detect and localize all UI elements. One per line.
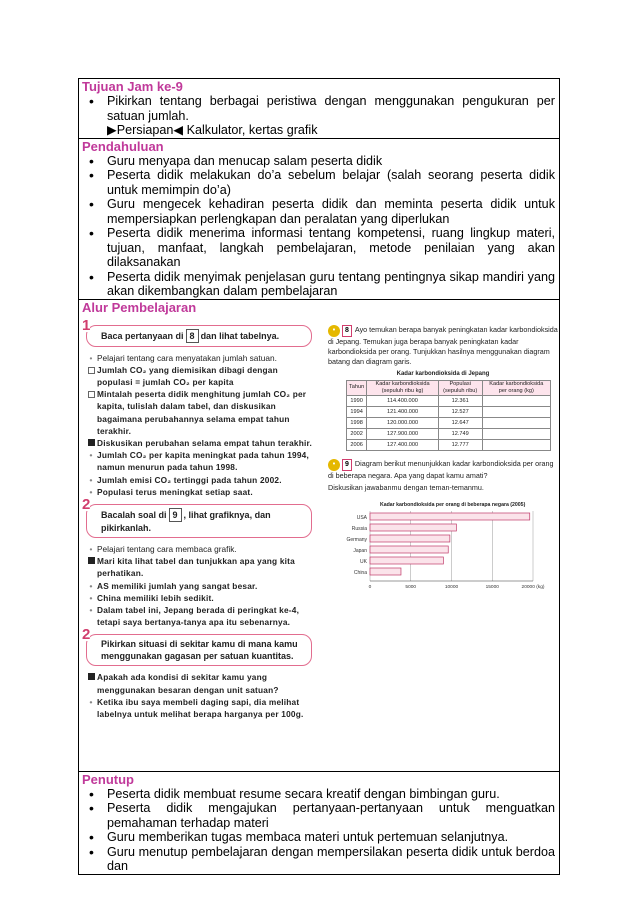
table-row [347, 406, 551, 417]
bullet-icon [87, 580, 95, 592]
table-header: Tahun [347, 380, 367, 395]
note-text: Ketika ibu saya membeli daging sapi, dia melihat labelnya untuk melihat berapa harganya per 100g. [97, 696, 304, 719]
category-label: China [353, 569, 367, 576]
table-cell: 121.400.000 [367, 406, 439, 417]
question-text: Ayo temukan berapa banyak peningkatan kadar karbondioksida di Jepang. Temukan juga berapa banyak peningkatan kadar karbondioksida per orang. Tunjukkan hasilnya menggunakan diagram batang dan diagram garis. [328, 324, 558, 366]
student-book-column [328, 325, 558, 597]
section-heading: Alur Pembelajaran [82, 299, 197, 315]
table-cell: 12.749 [438, 428, 482, 439]
notes-list [86, 352, 312, 498]
step-number: 2 [82, 626, 91, 644]
table-row [347, 428, 551, 439]
question-ref: 8 [186, 329, 199, 343]
table-cell: 1994 [347, 406, 367, 417]
instruction-box [82, 495, 312, 538]
question-sub: Diskusikan jawabanmu dengan teman-temanmu. [328, 482, 484, 492]
tick-label: 5000 [405, 584, 417, 590]
preparation-line [79, 123, 559, 138]
table-title: Kadar karbondioksida di Jepang [396, 370, 490, 377]
bullet-item: • Peserta didik melakukan do’a sebelum belajar (salah seorang peserta didik untuk memimpin do’a) [85, 168, 555, 197]
question-9 [328, 459, 558, 481]
bullet-icon [87, 604, 95, 616]
bullet-item: • Guru mengecek kehadiran peserta didik dan meminta peserta didik untuk mempersiapkan perlengkapan dan peralatan yang diperlukan [85, 197, 555, 226]
note-item [86, 604, 312, 628]
note-text: Jumlah CO₂ per kapita meningkat pada tahun 1994, namun menurun pada tahun 1998. [97, 450, 310, 473]
note-text: Populasi terus meningkat setiap saat. [97, 486, 253, 497]
note-text: Diskusikan perubahan selama empat tahun terakhir. [97, 437, 312, 448]
note-item [86, 592, 312, 604]
note-text: Mintalah peserta didik menghitung jumlah CO₂ per kapita, tulislah dalam tabel, dan diskusikan bagaimana perubahannya selama empat tahun terakhir. [97, 389, 307, 436]
bar [370, 568, 401, 575]
question-text: Diagram berikut menunjukkan kadar karbondioksida per orang di beberapa negara. Apa yang dapat kamu amati? [328, 458, 554, 480]
notes-list [86, 671, 312, 720]
lesson-plan-table [78, 78, 560, 875]
tick-label: 20000 (kg) [521, 584, 545, 590]
co2-per-capita-chart [328, 499, 558, 594]
bar [370, 524, 456, 531]
square-filled-icon [87, 671, 95, 683]
square-outline-icon [87, 388, 95, 401]
note-text: Apakah ada kondisi di sekitar kamu yang menggunakan besaran dengan unit satuan? [97, 672, 279, 695]
bullet-icon [87, 696, 95, 708]
section-tujuan [79, 79, 559, 139]
step-number: 1 [82, 316, 91, 334]
arrow-right-icon: ▶ [107, 123, 117, 137]
table-cell: 127.900.000 [367, 428, 439, 439]
co2-table [346, 380, 551, 451]
note-item [86, 696, 312, 720]
bullet-icon [87, 449, 95, 461]
teacher-notes-column [82, 316, 312, 721]
note-item [86, 474, 312, 486]
table-row [347, 395, 551, 406]
bullet-icon [87, 543, 95, 555]
preparation-items: Kalkulator, kertas grafik [186, 123, 318, 137]
bullet-item: • Pikirkan tentang berbagai peristiwa dengan menggunakan pengukuran per satuan jumlah. [85, 94, 555, 123]
section-penutup [79, 772, 559, 874]
square-filled-icon [87, 555, 95, 567]
notes-list [86, 543, 312, 628]
table-cell: 1998 [347, 417, 367, 428]
table-cell [482, 395, 550, 406]
textbook-page [79, 315, 559, 771]
note-text: China memiliki lebih sedikit. [97, 592, 214, 603]
bullet-icon [87, 352, 95, 364]
bar [370, 513, 530, 520]
note-text: Jumlah CO₂ yang diemisikan dibagi dengan populasi = jumlah CO₂ per kapita [97, 364, 278, 387]
table-cell [482, 439, 550, 450]
note-text: Pelajari tentang cara membaca grafik. [97, 543, 237, 554]
section-heading: Pendahuluan [82, 138, 164, 154]
table-cell: 127.400.000 [367, 439, 439, 450]
tick-label: 10000 [444, 584, 459, 590]
note-text: Dalam tabel ini, Jepang berada di peringkat ke-4, tetapi saya bertanya-tanya apa itu sebenarnya. [97, 604, 300, 628]
table-cell: 12.647 [438, 417, 482, 428]
table-header: Kadar karbondioksida (sepuluh ribu kg) [367, 380, 439, 395]
table-header: Kadar karbondioksida per orang (kg) [482, 380, 550, 395]
question-8 [328, 325, 558, 367]
bullet-item: • Peserta didik membuat resume secara kreatif dengan bimbingan guru. [85, 787, 555, 802]
question-number: 9 [342, 459, 352, 471]
table-row [347, 439, 551, 450]
bullet-item: • Guru menyapa dan menucap salam peserta didik [85, 154, 555, 169]
table-cell [482, 428, 550, 439]
table-cell: 120.000.000 [367, 417, 439, 428]
bullet-item: • Guru memberikan tugas membaca materi untuk pertemuan selanjutnya. [85, 830, 555, 845]
bullet-list [79, 94, 559, 123]
table-cell: 12.777 [438, 439, 482, 450]
bullet-item: • Peserta didik menerima informasi tentang kompetensi, ruang lingkup materi, tujuan, manfaat, langkah pembelajaran, metode penilaian yang akan dilaksanakan [85, 226, 555, 270]
bar [370, 546, 448, 553]
note-item [86, 486, 312, 498]
instruction-text: Bacalah soal di [101, 509, 167, 520]
table-cell: 12.361 [438, 395, 482, 406]
character-icon: • [328, 459, 340, 471]
table-cell: 2002 [347, 428, 367, 439]
bullet-icon [87, 592, 95, 604]
character-icon: • [328, 325, 340, 337]
instruction-text: dan lihat tabelnya. [200, 330, 280, 341]
arrow-left-icon: ◀ [173, 123, 184, 137]
note-item [86, 555, 312, 579]
square-outline-icon [87, 364, 95, 377]
chart-title: Kadar karbondioksida per orang di beberapa negara (2005) [380, 501, 526, 508]
table-cell: 12.527 [438, 406, 482, 417]
note-item [86, 437, 312, 449]
note-item [86, 543, 312, 555]
note-item [86, 352, 312, 364]
preparation-label: Persiapan [116, 123, 174, 137]
instruction-box [82, 626, 312, 666]
note-text: Pelajari tentang cara menyatakan jumlah satuan. [97, 352, 277, 363]
category-label: Russia [351, 525, 367, 532]
square-filled-icon [87, 437, 95, 449]
section-pendahuluan [79, 139, 559, 300]
bullet-list [79, 154, 559, 299]
bar [370, 535, 450, 542]
bullet-item: • Guru menutup pembelajaran dengan mempersilakan peserta didik untuk berdoa dan [85, 845, 555, 874]
bullet-icon [87, 474, 95, 486]
note-item [86, 388, 312, 437]
note-item [86, 449, 312, 473]
category-label: Germany [346, 536, 367, 543]
instruction-text: , lihat grafiknya, dan pikirkanlah. [101, 509, 271, 533]
step-number: 2 [82, 495, 91, 513]
instruction-text: Baca pertanyaan di [101, 330, 184, 341]
question-ref: 9 [169, 508, 182, 522]
bullet-item: • Peserta didik menyimak penjelasan guru tentang pentingnya sikap mandiri yang akan dikembangkan dalam pembelajaran [85, 270, 555, 299]
instruction-text: Pikirkan situasi di sekitar kamu di mana kamu menggunakan gagasan per satuan kuantitas. [101, 639, 298, 662]
note-item [86, 671, 312, 695]
table-cell: 2006 [347, 439, 367, 450]
section-alur [79, 300, 559, 772]
tick-label: 15000 [485, 584, 499, 590]
note-item [86, 364, 312, 388]
note-text: AS memiliki jumlah yang sangat besar. [97, 580, 258, 591]
note-item [86, 580, 312, 592]
table-cell [482, 417, 550, 428]
note-text: Mari kita lihat tabel dan tunjukkan apa yang kita perhatikan. [97, 556, 295, 579]
bullet-list [79, 787, 559, 874]
question-number: 8 [342, 325, 352, 337]
table-row [347, 417, 551, 428]
bullet-item: • Peserta didik mengajukan pertanyaan-pertanyaan untuk menguatkan pemahaman terhadap materi [85, 801, 555, 830]
tick-label: 0 [368, 584, 372, 590]
bar [370, 557, 443, 564]
table-cell [482, 406, 550, 417]
category-label: UK [360, 558, 367, 565]
table-header: Populasi (sepuluh ribu) [438, 380, 482, 395]
table-cell: 1990 [347, 395, 367, 406]
table-cell: 114.400.000 [367, 395, 439, 406]
category-label: Japan [353, 547, 367, 554]
note-text: Jumlah emisi CO₂ tertinggi pada tahun 2002. [97, 474, 282, 485]
section-heading: Tujuan Jam ke-9 [82, 79, 183, 94]
category-label: USA [356, 514, 367, 521]
section-heading: Penutup [82, 771, 134, 787]
instruction-box [82, 316, 312, 347]
